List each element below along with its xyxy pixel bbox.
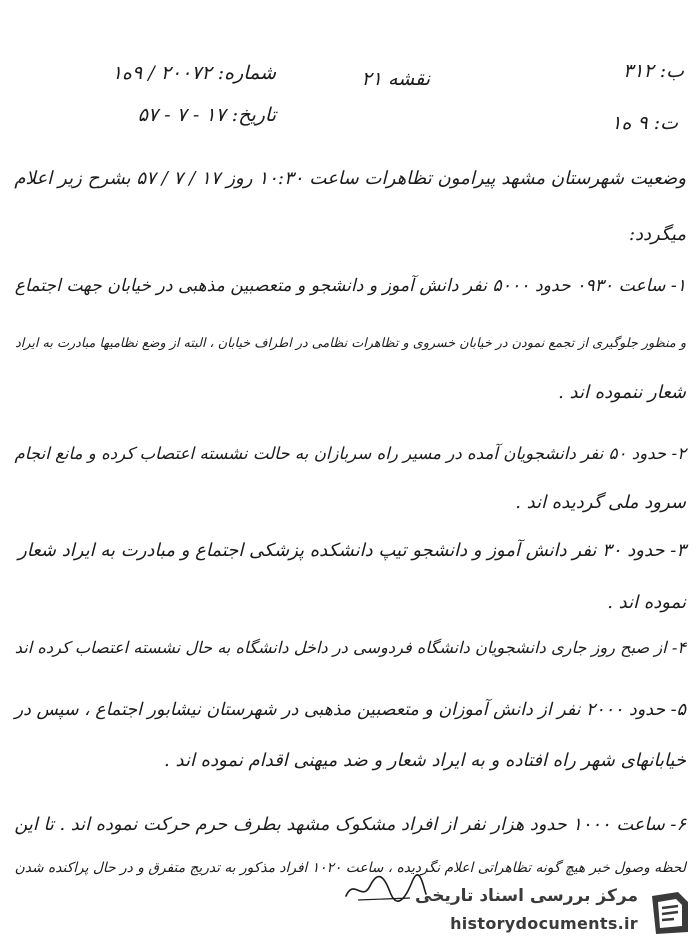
- classification-code: ت: ۹ ه۱: [611, 112, 678, 134]
- watermark: [394, 884, 694, 940]
- reference-number: شماره: ۲۰۰۷۲ / ۹ه۱: [111, 62, 276, 84]
- announcement-label: میگردد:: [628, 224, 686, 245]
- document-folder-icon: [646, 886, 694, 938]
- report-line-8: ۴- از صبح روز جاری دانشجویان دانشگاه فردوسی در داخل دانشگاه به حال نشسته اعتصاب کرده اند: [14, 638, 686, 657]
- report-line-9: ۵- حدود ۲۰۰۰ نفر از دانش آموزان و متعصبین مذهبی در شهرستان نیشابور اجتماع ، سپس در: [14, 700, 686, 720]
- report-line-12: لحظه وصول خبر هیچ گونه تظاهراتی اعلام نگردیده ، ساعت ۱۰۲۰ افراد مذکور به تدریج متفرق و در حال پراکنده شدن: [14, 860, 686, 876]
- watermark-persian-text: مرکز بررسی اسناد تاریخی: [415, 886, 638, 906]
- report-line-7: نموده اند .: [607, 592, 686, 613]
- report-line-5: سرود ملی گردیده اند .: [515, 492, 686, 513]
- report-line-4: ۲- حدود ۵۰ نفر دانشجویان آمده در مسیر راه سربازان به حالت نشسته اعتصاب کرده و مانع انجام: [14, 444, 686, 463]
- report-line-11: ۶- ساعت ۱۰۰۰ حدود هزار نفر از افراد مشکوک مشهد بطرف حرم حرکت نموده اند . تا این: [14, 814, 686, 835]
- report-line-1: ۱- ساعت ۰۹۳۰ حدود ۵۰۰۰ نفر دانش آموز و دانشجو و متعصبین مذهبی در خیابان جهت اجتماع: [14, 276, 686, 296]
- date-field: تاریخ: ۱۷ - ۷ - ۵۷: [137, 104, 276, 126]
- report-line-6: ۳- حدود ۳۰ نفر دانش آموز و دانشجو تیپ دانشکده پزشکی اجتماع و مبادرت به ایراد شعار: [18, 540, 686, 561]
- report-line-3: شعار ننموده اند .: [558, 382, 686, 403]
- report-line-10: خیابانهای شهر راه افتاده و به ایراد شعار و ضد میهنی اقدام نموده اند .: [164, 750, 686, 771]
- subject-line: وضعیت شهرستان مشهد پیرامون تظاهرات ساعت ۱۰:۳۰ روز ۱۷ / ۷ / ۵۷ بشرح زیر اعلام: [14, 168, 686, 189]
- report-line-2: و منظور جلوگیری از تجمع نمودن در خیابان خسروی و تظاهرات نظامی در اطراف خیابان ، البته از وضع نظامیها مبادرت به ایراد: [15, 336, 686, 351]
- page-number: ب: ۳۱۲: [623, 60, 684, 82]
- document-title: نقشه ۲۱: [361, 68, 430, 90]
- watermark-url: historydocuments.ir: [450, 914, 638, 933]
